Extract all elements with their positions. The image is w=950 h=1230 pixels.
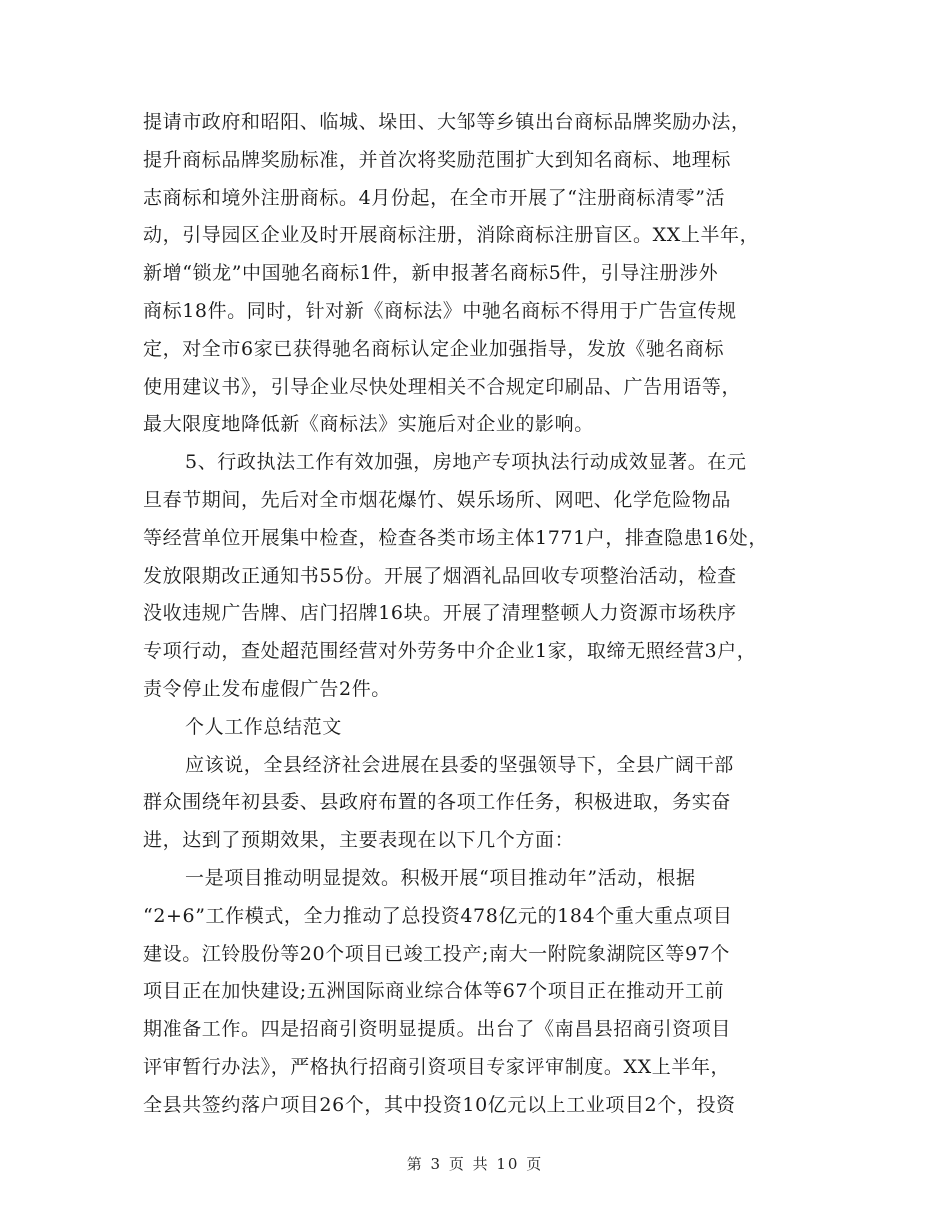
text-line: 全县共签约落户项目26个，其中投资10亿元以上工业项目2个，投资 [143, 1094, 736, 1116]
text-line: 发放限期改正通知书55份。开展了烟酒礼品回收专项整治活动，检查 [143, 565, 737, 587]
text-line: 评审暂行办法》，严格执行招商引资项目专家评审制度。XX上半年， [143, 1056, 731, 1078]
text-line: 最大限度地降低新《商标法》实施后对企业的影响。 [143, 413, 594, 435]
text-line: 期准备工作。四是招商引资明显提质。出台了《南昌县招商引资项目 [143, 1018, 732, 1040]
text-line: 群众围绕年初县委、县政府布置的各项工作任务，积极进取，务实奋 [143, 791, 732, 813]
text-line: “2+6”工作模式，全力推动了总投资478亿元的184个重大重点项目 [143, 905, 733, 927]
text-line: 动，引导园区企业及时开展商标注册，消除商标注册盲区。XX上半年， [143, 224, 760, 246]
text-line: 专项行动，查处超范围经营对外劳务中介企业1家，取缔无照经营3户， [143, 640, 757, 662]
section-heading: 个人工作总结范文 [185, 716, 342, 738]
text-line: 进，达到了预期效果，主要表现在以下几个方面： [143, 829, 575, 851]
text-line: 建设。江铃股份等20个项目已竣工投产;南大一附院象湖院区等97个 [143, 943, 730, 965]
text-line: 志商标和境外注册商标。4月份起，在全市开展了“注册商标清零”活 [143, 187, 726, 209]
text-line: 商标18件。同时，针对新《商标法》中驰名商标不得用于广告宣传规 [143, 300, 737, 322]
text-line: 没收违规广告牌、店门招牌16块。开展了清理整顿人力资源市场秩序 [143, 602, 737, 624]
paragraph-start-line: 应该说，全县经济社会进展在县委的坚强领导下，全县广阔干部 [185, 754, 734, 776]
paragraph-start-line: 一是项目推动明显提效。积极开展“项目推动年”活动，根据 [185, 867, 696, 889]
text-line: 新增“锁龙”中国驰名商标1件，新申报著名商标5件，引导注册涉外 [143, 262, 719, 284]
text-line: 使用建议书》，引导企业尽快处理相关不合规定印刷品、广告用语等， [143, 376, 742, 398]
paragraph-start-line: 5、行政执法工作有效加强，房地产专项执法行动成效显著。在元 [185, 451, 747, 473]
text-line: 提升商标品牌奖励标准，并首次将奖励范围扩大到知名商标、地理标 [143, 149, 732, 171]
text-line: 定，对全市6家已获得驰名商标认定企业加强指导，发放《驰名商标 [143, 338, 725, 360]
text-line: 责令停止发布虚假广告2件。 [143, 678, 391, 700]
text-line: 旦春节期间，先后对全市烟花爆竹、娱乐场所、网吧、化学危险物品 [143, 489, 732, 511]
text-line: 等经营单位开展集中检查，检查各类市场主体1771户，排查隐患16处， [143, 527, 768, 549]
page-number-footer: 第 3 页 共 10 页 [406, 1155, 544, 1173]
text-line: 项目正在加快建设;五洲国际商业综合体等67个项目正在推动开工前 [143, 980, 725, 1002]
text-line: 提请市政府和昭阳、临城、垛田、大邹等乡镇出台商标品牌奖励办法， [143, 111, 751, 133]
